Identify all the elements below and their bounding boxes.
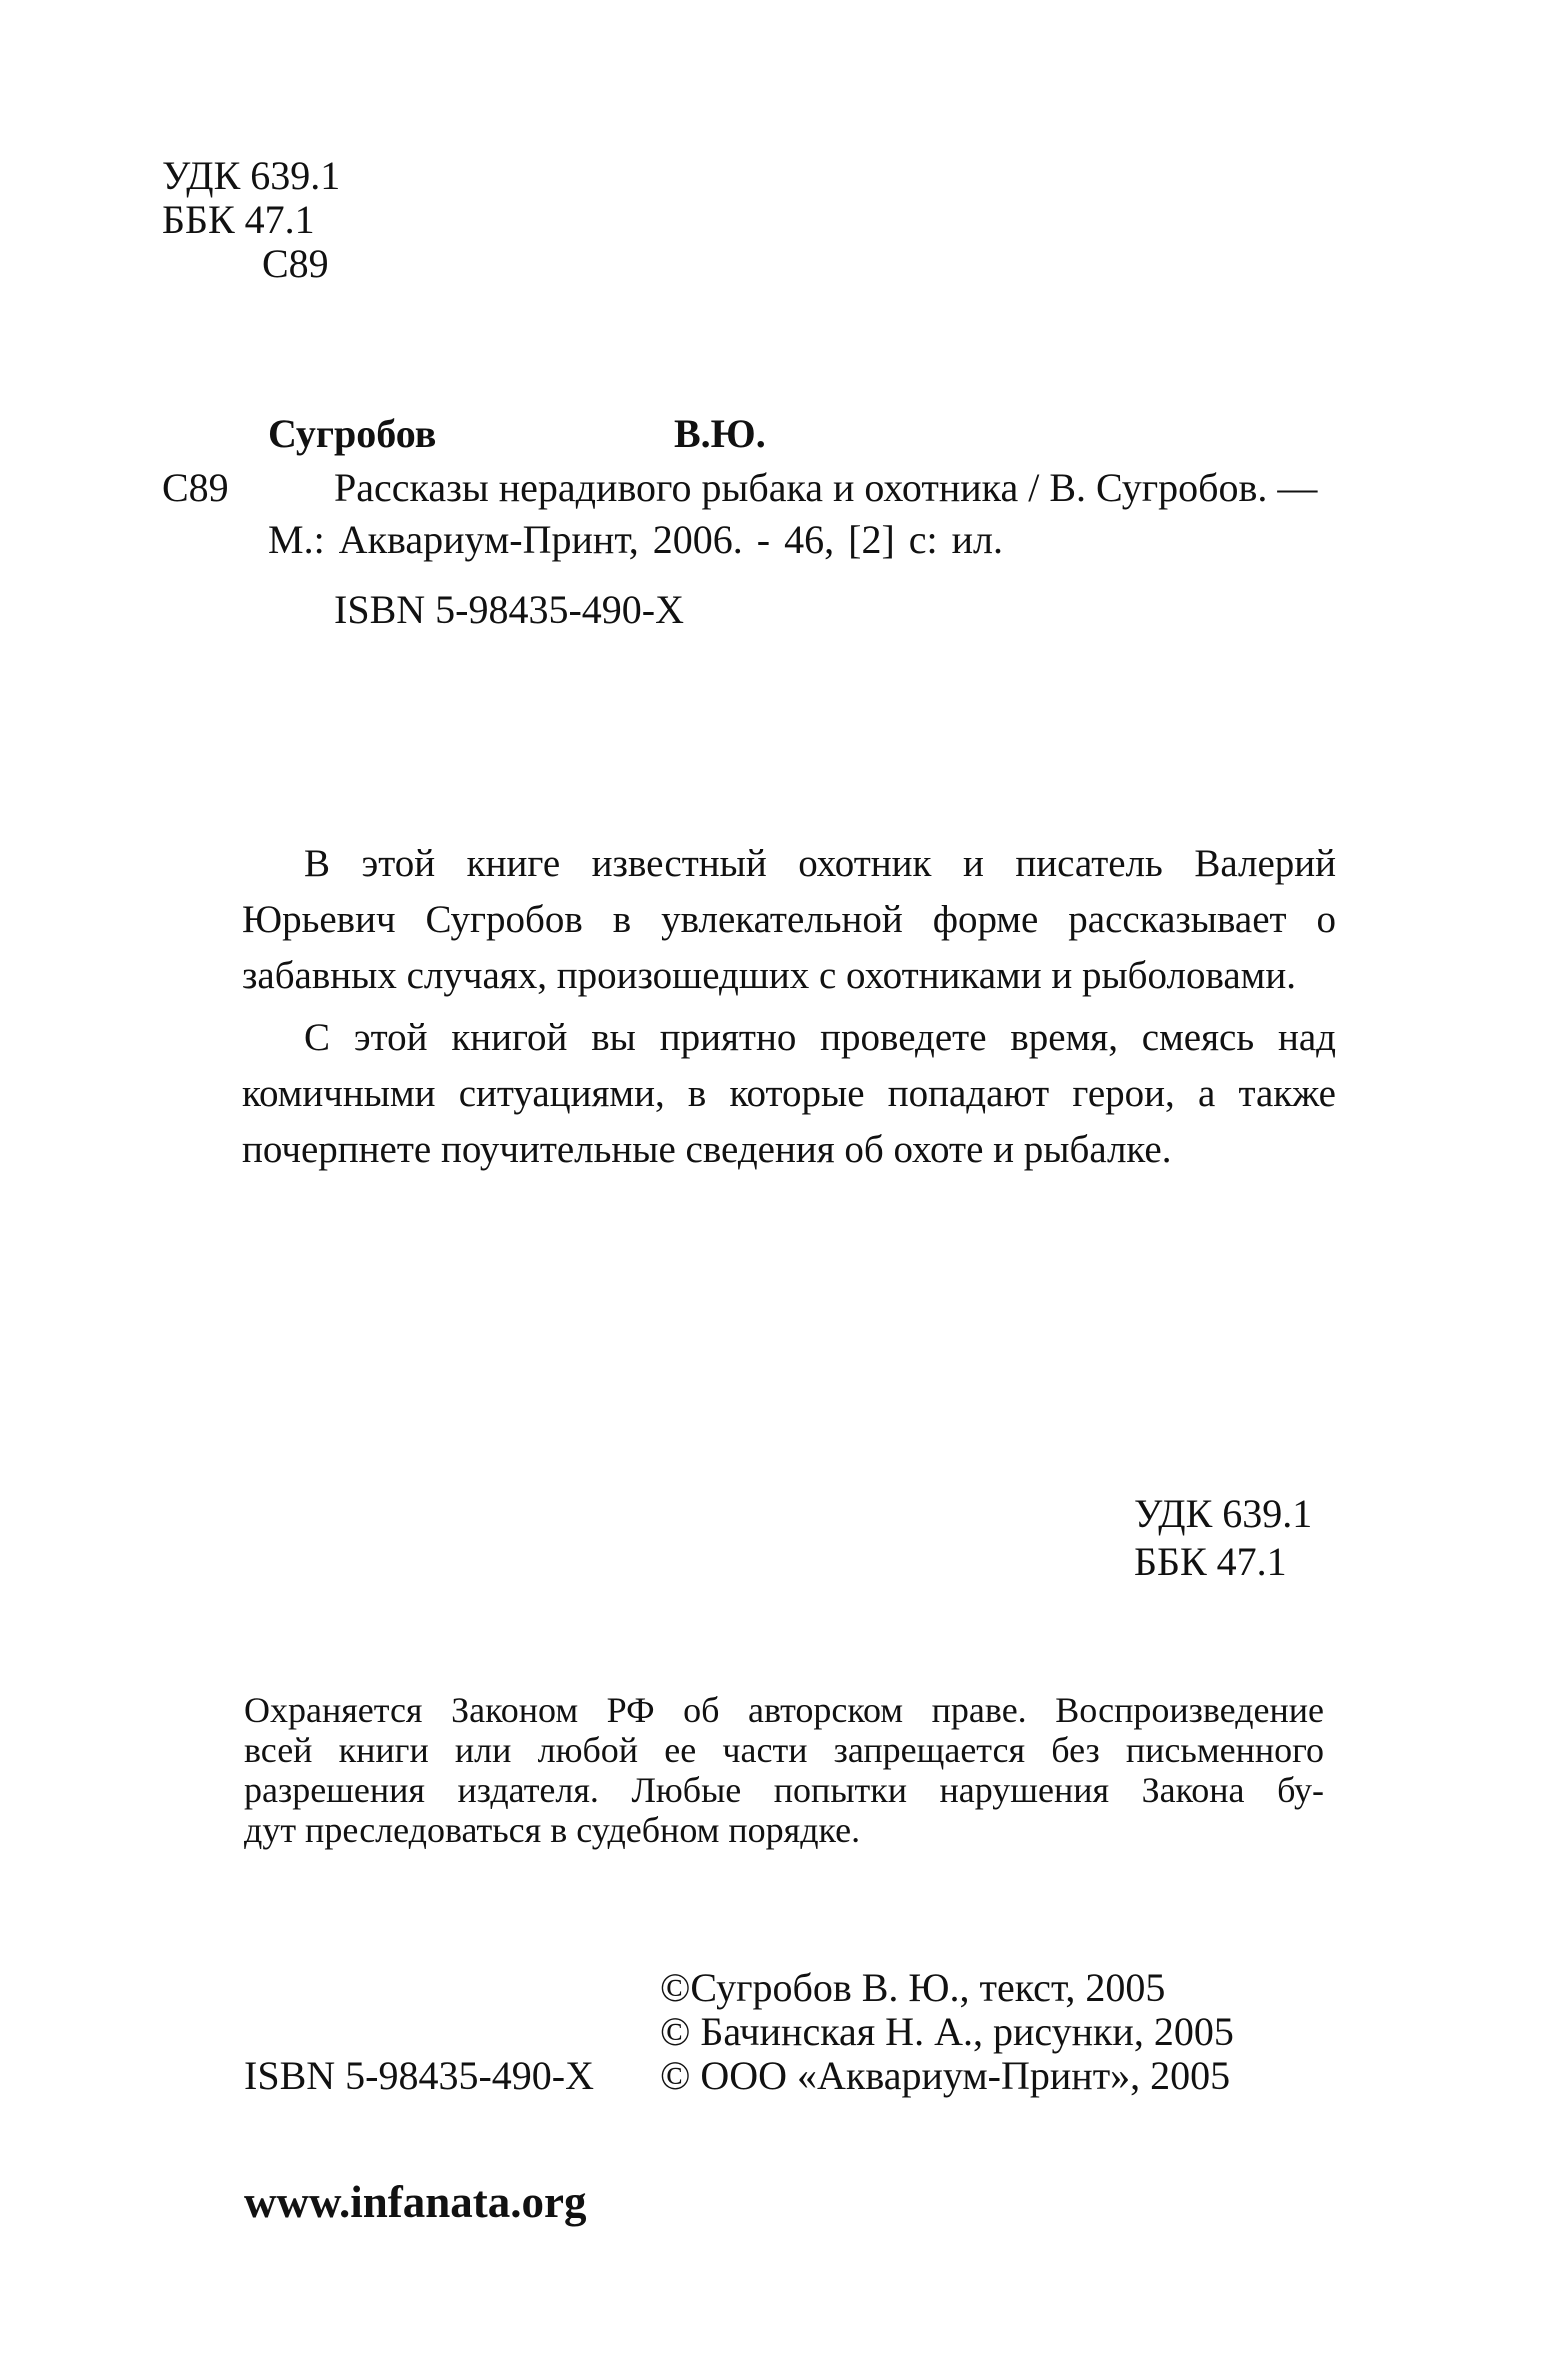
author-code: С89 [262, 241, 329, 286]
copyright-publisher: © ООО «Аквариум-Принт», 2005 [660, 2053, 1231, 2098]
legal-line-2: всей книги или любой ее части запрещается без письменного [244, 1730, 1324, 1770]
bottom-isbn: ISBN 5-98435-490-X [244, 2053, 594, 2098]
author-initials: В.Ю. [674, 411, 766, 456]
udk-code: УДК 639.1 [162, 153, 341, 198]
description-paragraph-2: С этой книгой вы приятно проведете время, смеясь над комичными ситуациями, в которые попадают герои, а также почерпнете поучительные сведения об охоте и рыбалке. [242, 1016, 1336, 1171]
catalog-code: С89 [162, 465, 229, 510]
bottom-bbk-code: ББК 47.1 [1134, 1539, 1287, 1584]
website-link[interactable]: www.infanata.org [244, 2177, 587, 2227]
book-description [242, 836, 1336, 1178]
copyright-holders [660, 1966, 1234, 2098]
author-surname: Сугробов [268, 411, 437, 456]
bottom-classification-codes [1134, 1490, 1312, 1586]
legal-line-4: дут преследоваться в судебном порядке. [244, 1810, 861, 1850]
copyright-illustrator: © Бачинская Н. А., рисунки, 2005 [660, 2009, 1234, 2054]
book-title-line: Рассказы нерадивого рыбака и охотника / В. Сугробов. — [334, 465, 1318, 510]
imprint-line: М.: Аквариум-Принт, 2006. - 46, [2] с: ил. [268, 517, 1003, 562]
top-classification-codes [162, 154, 340, 286]
description-paragraph-1: В этой книге известный охотник и писатель Валерий Юрьевич Сугробов в увлекательной форме рассказывает о забавных случаях, произошедших с охотниками и рыболовами. [242, 842, 1336, 997]
copyright-notice [244, 1690, 1324, 1850]
legal-line-1: Охраняется Законом РФ об авторском праве. Воспроизведение [244, 1690, 1324, 1730]
bbk-code: ББК 47.1 [162, 197, 315, 242]
bottom-udk-code: УДК 639.1 [1134, 1491, 1313, 1536]
legal-line-3: разрешения издателя. Любые попытки нарушения Закона бу- [244, 1770, 1324, 1810]
copyright-author: ©Сугробов В. Ю., текст, 2005 [660, 1965, 1166, 2010]
catalog-isbn: ISBN 5-98435-490-X [334, 587, 684, 632]
